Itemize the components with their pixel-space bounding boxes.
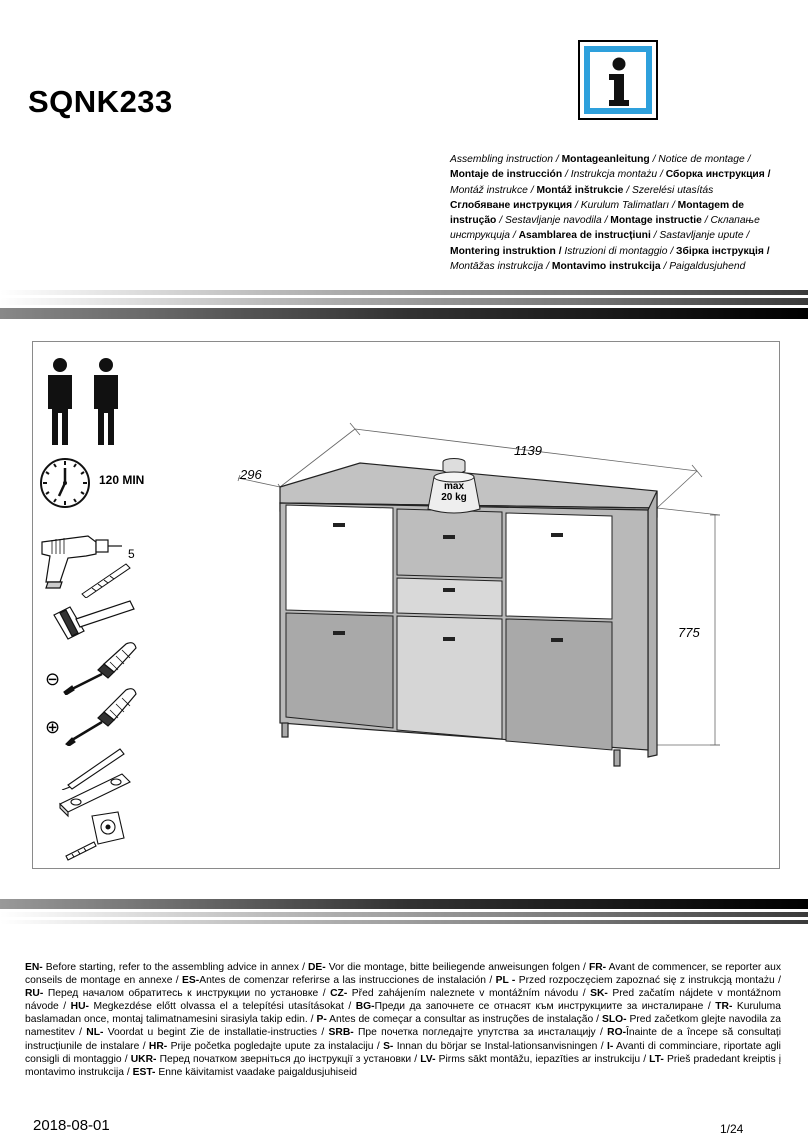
language-code: BG- xyxy=(355,1001,375,1013)
advice-text: Преди да започнете се отнасят към инструкциите за инсталиране / xyxy=(374,1001,716,1013)
page-number: 1/24 xyxy=(720,1122,744,1136)
language-title-text: / xyxy=(763,245,770,257)
decorative-stripe-top xyxy=(0,290,808,320)
flat-symbol: ⊖ xyxy=(45,669,61,689)
language-code: HU- xyxy=(70,1001,89,1013)
assembly-time: 120 MIN xyxy=(99,473,145,487)
language-title-text: Sestavljanje navodila xyxy=(504,215,602,227)
language-title-text: Montaje de instrucción xyxy=(450,169,563,181)
language-title-text: / xyxy=(649,154,659,165)
language-title-text: / xyxy=(601,215,611,227)
language-code: I- xyxy=(606,1040,614,1052)
language-title-text: / xyxy=(562,169,571,181)
depth-dimension: 296 xyxy=(240,467,262,482)
language-title-text: / xyxy=(572,199,581,211)
drill-bit-icon xyxy=(78,558,134,598)
advice-text: Пре почетка погледајте упутства за инсталацију / xyxy=(353,1027,608,1039)
language-code: NL- xyxy=(86,1027,104,1039)
advice-text: Avant de commencer, se reporter aux conseils de montage en annexe / xyxy=(25,962,781,987)
advice-text: Перед початком зверніться до інструкції з установки / xyxy=(156,1053,421,1065)
advice-text: Avanti di comminciare, riportate agli consigli di montaggio / xyxy=(25,1040,781,1065)
language-code: PL - xyxy=(495,975,516,987)
advice-text: Voordat u begint Zie de installatie-instructies / xyxy=(103,1027,329,1039)
language-title-text: / xyxy=(744,154,751,165)
language-code: SLO- xyxy=(601,1014,627,1026)
language-line xyxy=(450,198,790,213)
language-title-text: instrução xyxy=(450,215,497,227)
language-code: EST- xyxy=(132,1066,156,1078)
language-code: TR- xyxy=(715,1001,733,1013)
language-title-text: / xyxy=(510,230,519,242)
advice-text: Vor die montage, bitte beiliegende anweisungen folgen / xyxy=(325,962,589,973)
language-title-text: Istruzioni di montaggio xyxy=(564,245,668,257)
language-title-text: Montavimo instrukcija xyxy=(551,261,661,273)
language-title-text: / xyxy=(527,184,537,196)
language-title-text: Asamblarea de instrucțiuni xyxy=(518,230,651,242)
language-code: LT- xyxy=(649,1053,664,1065)
language-title-text: / xyxy=(623,184,632,196)
tape-measure-icon xyxy=(62,808,132,863)
advice-text: Kuruluma baslamadan once, montaj talimatnamesini sirasiyla takip edin. / xyxy=(25,1001,781,1026)
width-dimension: 1139 xyxy=(514,443,542,458)
language-title-text: Notice de montage xyxy=(658,154,745,165)
assembly-advice-notes xyxy=(25,961,781,1079)
language-line xyxy=(450,244,790,259)
drill-bit-size: 5 xyxy=(128,547,135,561)
advice-text: Prieš pradedant kreiptis į montavimo instrukcija / xyxy=(25,1053,782,1078)
language-code: EN- xyxy=(25,962,43,973)
language-title-text: / xyxy=(496,215,505,227)
language-title-text: Montagem de xyxy=(677,199,745,211)
document-date: 2018-08-01 xyxy=(33,1117,110,1134)
sideboard-drawing xyxy=(200,405,760,805)
language-title-text: / xyxy=(660,261,670,273)
language-title-text: / xyxy=(650,230,660,242)
language-title-text: Montáž inštrukcie xyxy=(536,184,624,196)
advice-text: Pirms sākt montāžu, iepazīties ar instrukciju / xyxy=(435,1053,650,1065)
language-title-text: Kurulum Talimatları xyxy=(580,199,670,211)
instruction-title-languages xyxy=(450,152,790,274)
language-line xyxy=(450,167,790,182)
language-title-text: Sastavljanje upute xyxy=(659,230,744,242)
language-title-text: Instrukcja montażu xyxy=(570,169,658,181)
advice-text: Перед началом обратитесь к инструкции по установке / xyxy=(43,988,331,1000)
language-code: ES- xyxy=(182,975,200,987)
advice-text: Innan du börjar se Instal-lationsanvisningen / xyxy=(393,1040,607,1052)
language-code: SK- xyxy=(590,988,608,1000)
advice-text: Antes de começar a consultar as instruções de instalação / xyxy=(326,1014,602,1026)
language-title-text: / xyxy=(743,230,750,242)
advice-text: Megkezdése előtt olvassa el a telepítési utasításokat / xyxy=(88,1001,356,1013)
language-title-text: Montage instructie xyxy=(610,215,702,227)
phillips-symbol: ⊕ xyxy=(45,717,61,737)
model-title: SQNK233 xyxy=(28,84,173,119)
max-load-label: max xyxy=(443,481,465,492)
advice-text: Enne käivitamist vaadake paigaldusjuhiseid xyxy=(155,1066,357,1078)
advice-text: Před zahájením naleznete v montážním návodu / xyxy=(347,988,591,1000)
language-title-text: Assembling instruction xyxy=(450,154,554,165)
language-title-text: / xyxy=(555,245,565,257)
language-code: UKR- xyxy=(130,1053,157,1065)
advice-text: Înainte de a începe să consultați instrucțiunile de instalare / xyxy=(25,1027,781,1052)
language-code: HR- xyxy=(148,1040,168,1052)
phillips-screwdriver-icon xyxy=(60,686,140,746)
height-dimension: 775 xyxy=(678,625,700,640)
advice-text: Pred začatím nájdete v montážnom návode / xyxy=(25,988,781,1013)
language-title-text: Montáž instrukce xyxy=(450,184,528,196)
language-title-text: / xyxy=(764,169,771,181)
max-load-value: 20 kg xyxy=(441,492,467,503)
language-code: SRB- xyxy=(328,1027,354,1039)
language-code: RU- xyxy=(25,988,44,1000)
language-code: FR- xyxy=(588,962,607,973)
language-title-text: / xyxy=(667,245,677,257)
language-line xyxy=(450,213,790,228)
language-title-text: Szerelési utasítás xyxy=(632,184,714,196)
language-code: LV- xyxy=(420,1053,436,1065)
language-title-text: / xyxy=(553,154,562,165)
language-code: P- xyxy=(316,1014,327,1026)
clock-icon xyxy=(38,456,92,510)
advice-text: Pred začetkom glejte navodila za namestitev / xyxy=(25,1014,781,1039)
language-title-text: Склапање xyxy=(710,215,760,227)
language-code: CZ- xyxy=(330,988,348,1000)
language-title-text: / xyxy=(669,199,678,211)
advice-text: Przed rozpoczęciem zapoznać się z instrukcją montażu / xyxy=(515,975,781,987)
language-line xyxy=(450,183,790,198)
language-title-text: Сглобяване инструкция xyxy=(450,199,573,211)
language-title-text: / xyxy=(701,215,711,227)
language-title-text: / xyxy=(543,261,552,273)
language-title-text: Paigaldusjuhend xyxy=(669,261,746,273)
language-title-text: Montering instruktion xyxy=(450,245,556,257)
language-code: DE- xyxy=(307,962,326,973)
advice-text: Before starting, refer to the assembling advice in annex / xyxy=(42,962,308,973)
language-title-text: инструкција xyxy=(450,230,511,242)
info-i-icon xyxy=(578,40,658,120)
language-code: RO- xyxy=(607,1027,627,1039)
advice-text: Antes de comenzar referirse a las instrucciones de instalación / xyxy=(199,975,496,987)
two-persons-icon xyxy=(40,357,130,447)
language-title-text: Montageanleitung xyxy=(561,154,650,165)
language-line xyxy=(450,259,790,274)
language-title-text: Montāžas instrukcija xyxy=(450,261,544,273)
language-title-text: Сборка инструкция xyxy=(665,169,765,181)
language-line xyxy=(450,228,790,243)
decorative-stripe-bottom xyxy=(0,895,808,925)
language-code: S- xyxy=(383,1040,394,1052)
advice-text: Prije početka pogledajte upute za instalaciju / xyxy=(167,1040,384,1052)
language-line xyxy=(450,152,790,167)
language-title-text: / xyxy=(657,169,666,181)
language-title-text: Збірка інструкція xyxy=(676,245,764,257)
